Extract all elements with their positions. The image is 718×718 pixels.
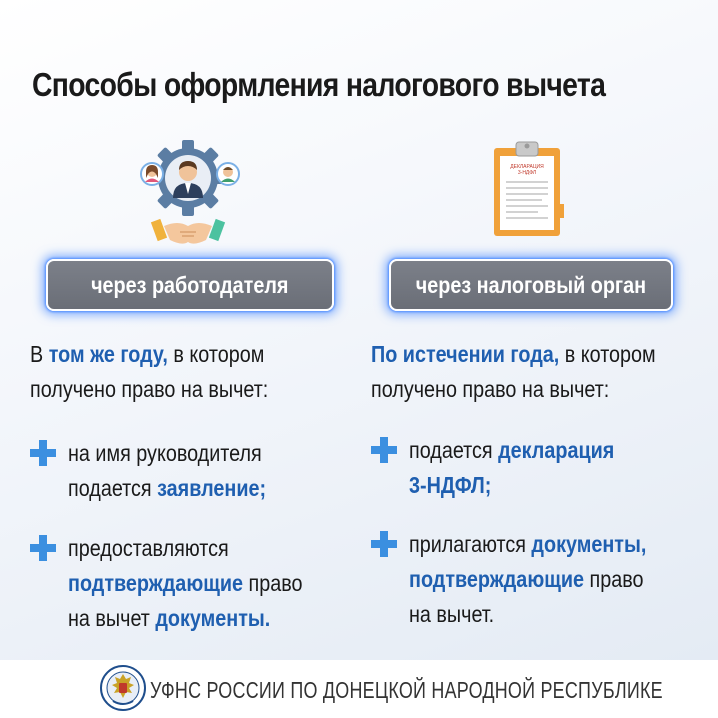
text-line: [409, 597, 646, 632]
text-line: [371, 372, 656, 407]
text-segment: получено право на вычет:: [30, 376, 269, 402]
text-line: [371, 337, 656, 372]
text-segment: в котором: [167, 341, 265, 367]
pill-tax-authority: [389, 259, 673, 311]
text-line: [68, 601, 303, 636]
text-segment: на вычет.: [409, 601, 495, 627]
text-line: [68, 436, 266, 471]
left-intro: [30, 337, 307, 407]
text-line: [68, 531, 303, 566]
footer-text: УФНС РОССИИ ПО ДОНЕЦКОЙ НАРОДНОЙ РЕСПУБЛИКЕ: [150, 677, 663, 703]
text-segment: на вычет: [68, 605, 156, 631]
right-item-text: [409, 527, 685, 632]
text-segment: получено право на вычет:: [371, 376, 610, 402]
plus-icon: [30, 535, 56, 561]
highlighted-text: том же году,: [48, 341, 168, 367]
text-segment: право: [243, 570, 303, 596]
text-line: [409, 527, 646, 562]
footer: [0, 660, 718, 718]
text-segment: в котором: [559, 341, 656, 367]
highlighted-text: заявление;: [157, 475, 267, 501]
clipboard-text-1: ДЕКЛАРАЦИЯ: [510, 164, 544, 170]
text-segment: предоставляются: [68, 535, 229, 561]
text-line: [68, 471, 266, 506]
text-line: [409, 433, 614, 468]
highlighted-text: подтверждающие: [68, 570, 244, 596]
text-line: [409, 562, 646, 597]
left-item-text: [68, 531, 341, 636]
highlighted-text: подтверждающие: [409, 566, 585, 592]
text-segment: В: [30, 341, 49, 367]
employer-handshake-icon: [138, 138, 246, 250]
plus-icon: [30, 440, 56, 466]
text-line: [68, 566, 303, 601]
text-segment: право: [584, 566, 644, 592]
highlighted-text: документы,: [531, 531, 647, 557]
left-item-text: [68, 436, 298, 506]
text-segment: подается: [68, 475, 158, 501]
text-segment: на имя руководителя: [68, 440, 262, 466]
plus-icon: [371, 531, 397, 557]
highlighted-text: По истечении года,: [371, 341, 560, 367]
page-title: Способы оформления налогового вычета: [32, 66, 606, 103]
highlighted-text: декларация: [498, 437, 615, 463]
clipboard-text-2: 3-НДФЛ: [517, 170, 537, 176]
text-segment: подается: [409, 437, 499, 463]
highlighted-text: документы.: [155, 605, 271, 631]
pill-employer: [46, 259, 334, 311]
fns-emblem-icon: [100, 665, 146, 711]
text-line: [30, 372, 268, 407]
declaration-clipboard-icon: [492, 140, 566, 240]
text-line: [409, 468, 614, 503]
plus-icon: [371, 437, 397, 463]
pill-employer-label: через работодателя: [91, 271, 289, 298]
text-line: [30, 337, 268, 372]
text-segment: прилагаются: [409, 531, 532, 557]
pill-tax-authority-label: через налоговый орган: [415, 271, 647, 298]
right-intro: [371, 337, 702, 407]
right-item-text: [409, 433, 648, 503]
highlighted-text: 3-НДФЛ;: [409, 472, 492, 498]
